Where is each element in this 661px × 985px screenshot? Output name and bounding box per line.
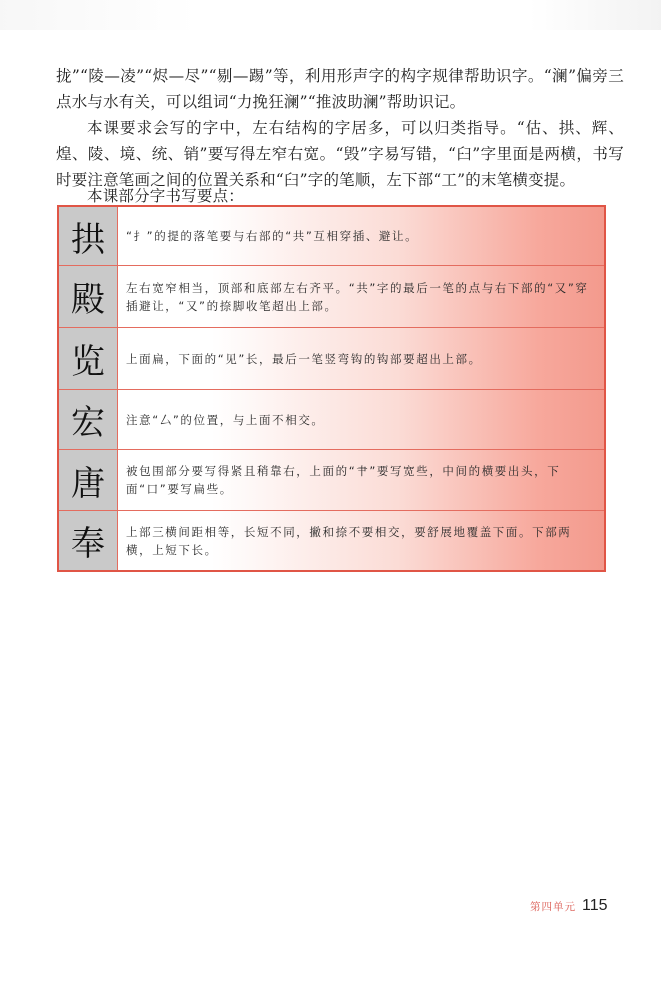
writing-points-table [57, 205, 606, 572]
page-footer [530, 897, 608, 915]
table-row [59, 511, 604, 570]
character-cell: 唐 [59, 450, 118, 510]
scan-shadow [0, 0, 661, 30]
writing-tip: 被包围部分要写得紧且稍靠右，上面的“肀”要写宽些，中间的横要出头，下面“口”要写扁些。 [126, 464, 561, 496]
table-row [59, 450, 604, 511]
table-row [59, 390, 604, 450]
writing-tip: 左右宽窄相当，顶部和底部左右齐平。“共”字的最后一笔的点与右下部的“又”穿插避让，“又”的捺脚收笔超出上部。 [126, 280, 589, 313]
page-number: 115 [582, 897, 608, 914]
character-cell: 奉 [59, 511, 118, 570]
unit-label: 第四单元 [530, 901, 576, 913]
writing-tip: 注意“厶”的位置，与上面不相交。 [126, 412, 325, 427]
table-row [59, 266, 604, 328]
body-paragraph: 拢”“陵—凌”“烬—尽”“剔—踢”等，利用形声字的构字规律帮助识字。“澜”偏旁三点水与水有关，可以组词“力挽狂澜”“推波助澜”帮助识记。 [56, 67, 624, 111]
table-row [59, 207, 604, 266]
table-row [59, 328, 604, 390]
character-cell: 览 [59, 328, 118, 389]
character-cell: 拱 [59, 207, 118, 265]
body-paragraph: 本课要求会写的字中，左右结构的字居多，可以归类指导。“估、拱、辉、煌、陵、境、统、销”要写得左窄右宽。“毁”字易写错，“臼”字里面是两横，书写时要注意笔画之间的位置关系和“臼”字的笔顺，左下部“工”的末笔横变提。 [56, 119, 624, 189]
character-cell: 殿 [59, 266, 118, 327]
writing-tip: 上部三横间距相等，长短不同，撇和捺不要相交，要舒展地覆盖下面。下部两横，上短下长。 [126, 524, 572, 557]
writing-tip: “扌”的提的落笔要与右部的“共”互相穿插、避让。 [126, 229, 419, 243]
table-intro: 本课部分字书写要点： [87, 187, 245, 205]
writing-tip: 上面扁，下面的“见”长，最后一笔竖弯钩的钩部要超出上部。 [126, 351, 482, 366]
character-cell: 宏 [59, 390, 118, 449]
